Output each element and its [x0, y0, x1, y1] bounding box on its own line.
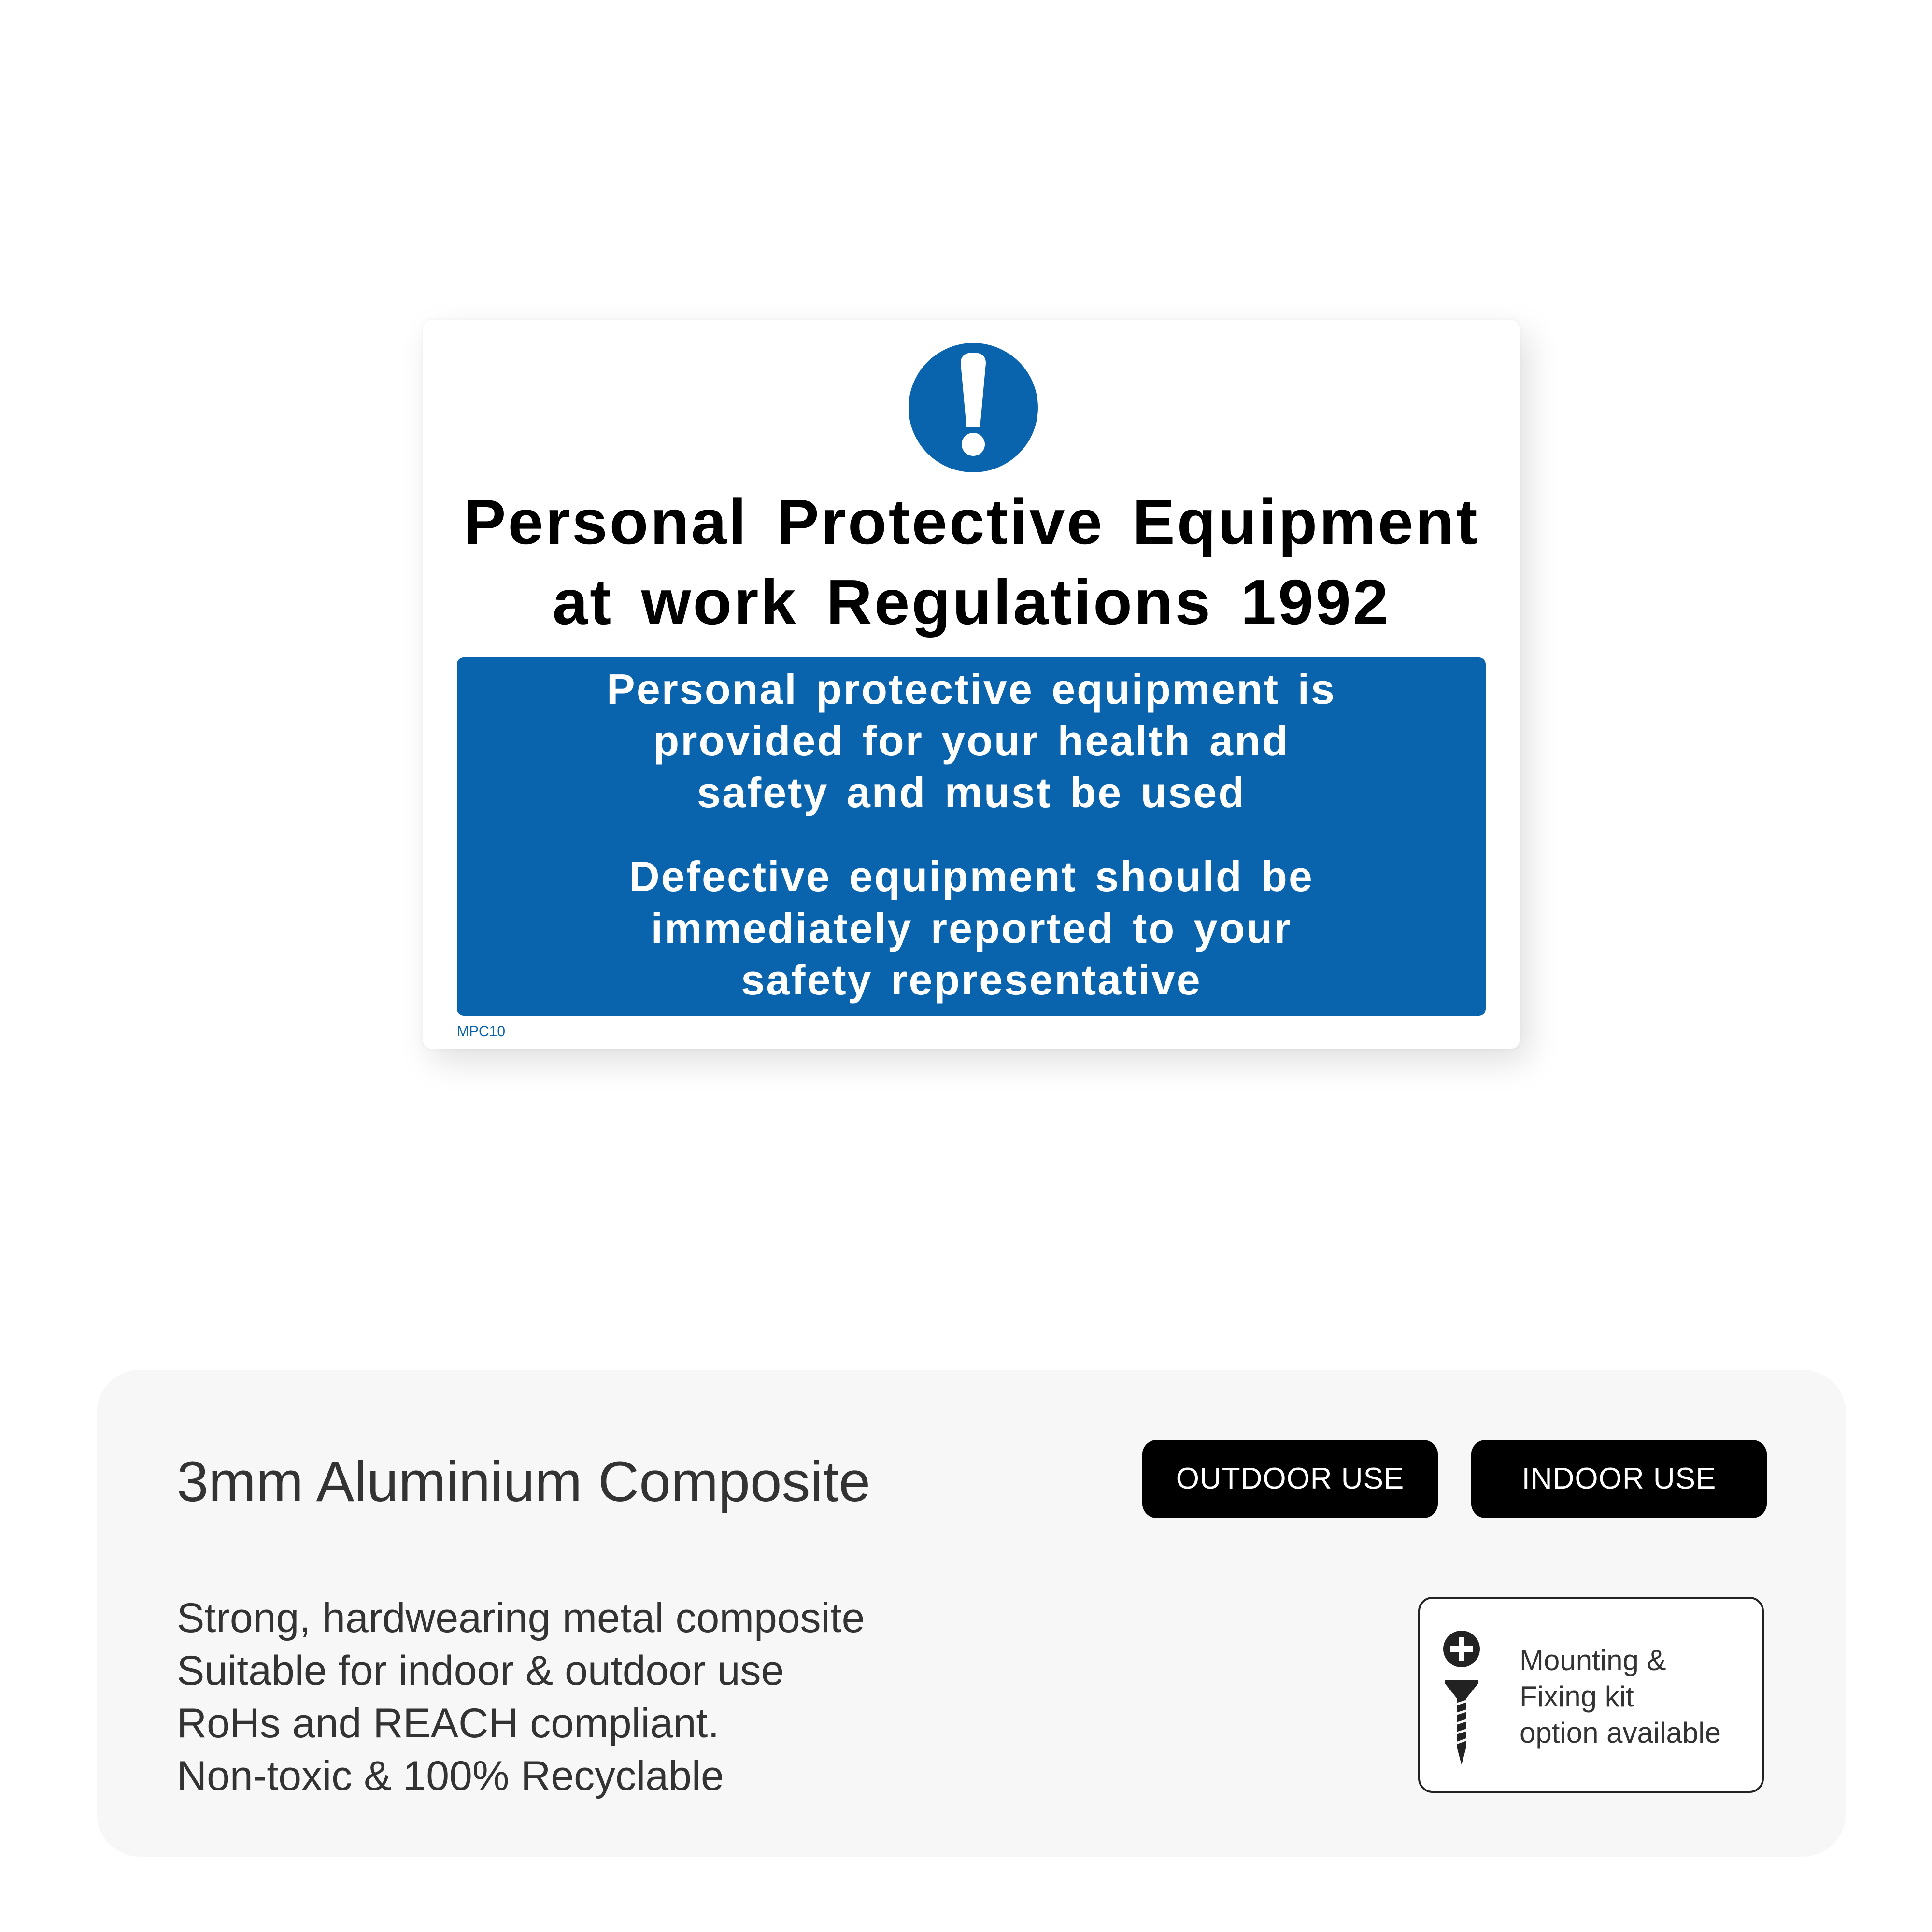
- screw-head-icon: [1443, 1631, 1480, 1667]
- product-info-card: [97, 1370, 1846, 1857]
- sign-message-panel: [457, 657, 1486, 1016]
- sign-message-line: Personal protective equipment is: [607, 665, 1336, 713]
- sign-title-line: Personal Protective Equipment: [463, 486, 1479, 557]
- fixing-kit-line: Mounting &: [1520, 1644, 1666, 1676]
- fixing-kit-line: option available: [1520, 1717, 1721, 1749]
- screw-icon: [1439, 1628, 1484, 1768]
- fixing-kit-line: Fixing kit: [1520, 1680, 1634, 1713]
- feature-item: Strong, hardwearing metal composite: [177, 1595, 865, 1641]
- material-title: 3mm Aluminium Composite: [177, 1450, 871, 1514]
- safety-sign: [423, 320, 1520, 1049]
- sign-message-line: safety and must be used: [697, 768, 1246, 816]
- sign-message-paragraph: [457, 851, 1486, 1006]
- feature-item: Suitable for indoor & outdoor use: [177, 1648, 784, 1694]
- sign-product-code: MPC10: [457, 1023, 506, 1039]
- sign-message-line: provided for your health and: [653, 717, 1290, 765]
- feature-list: [177, 1592, 865, 1803]
- sign-title-line: at work Regulations 1992: [552, 567, 1391, 638]
- fixing-kit-text: [1520, 1642, 1721, 1751]
- feature-item: Non-toxic & 100% Recyclable: [177, 1753, 724, 1799]
- sign-message-line: immediately reported to your: [651, 904, 1292, 952]
- sign-message-line: safety representative: [741, 956, 1202, 1004]
- feature-item: RoHs and REACH compliant.: [177, 1700, 720, 1747]
- fixing-kit-box: [1418, 1597, 1764, 1793]
- outdoor-use-badge: OUTDOOR USE: [1142, 1440, 1438, 1518]
- mandatory-exclamation-icon: [909, 343, 1038, 472]
- sign-title: [423, 482, 1520, 642]
- indoor-use-badge: INDOOR USE: [1471, 1440, 1767, 1518]
- sign-message-paragraph: [457, 663, 1486, 818]
- sign-message-line: Defective equipment should be: [629, 852, 1314, 900]
